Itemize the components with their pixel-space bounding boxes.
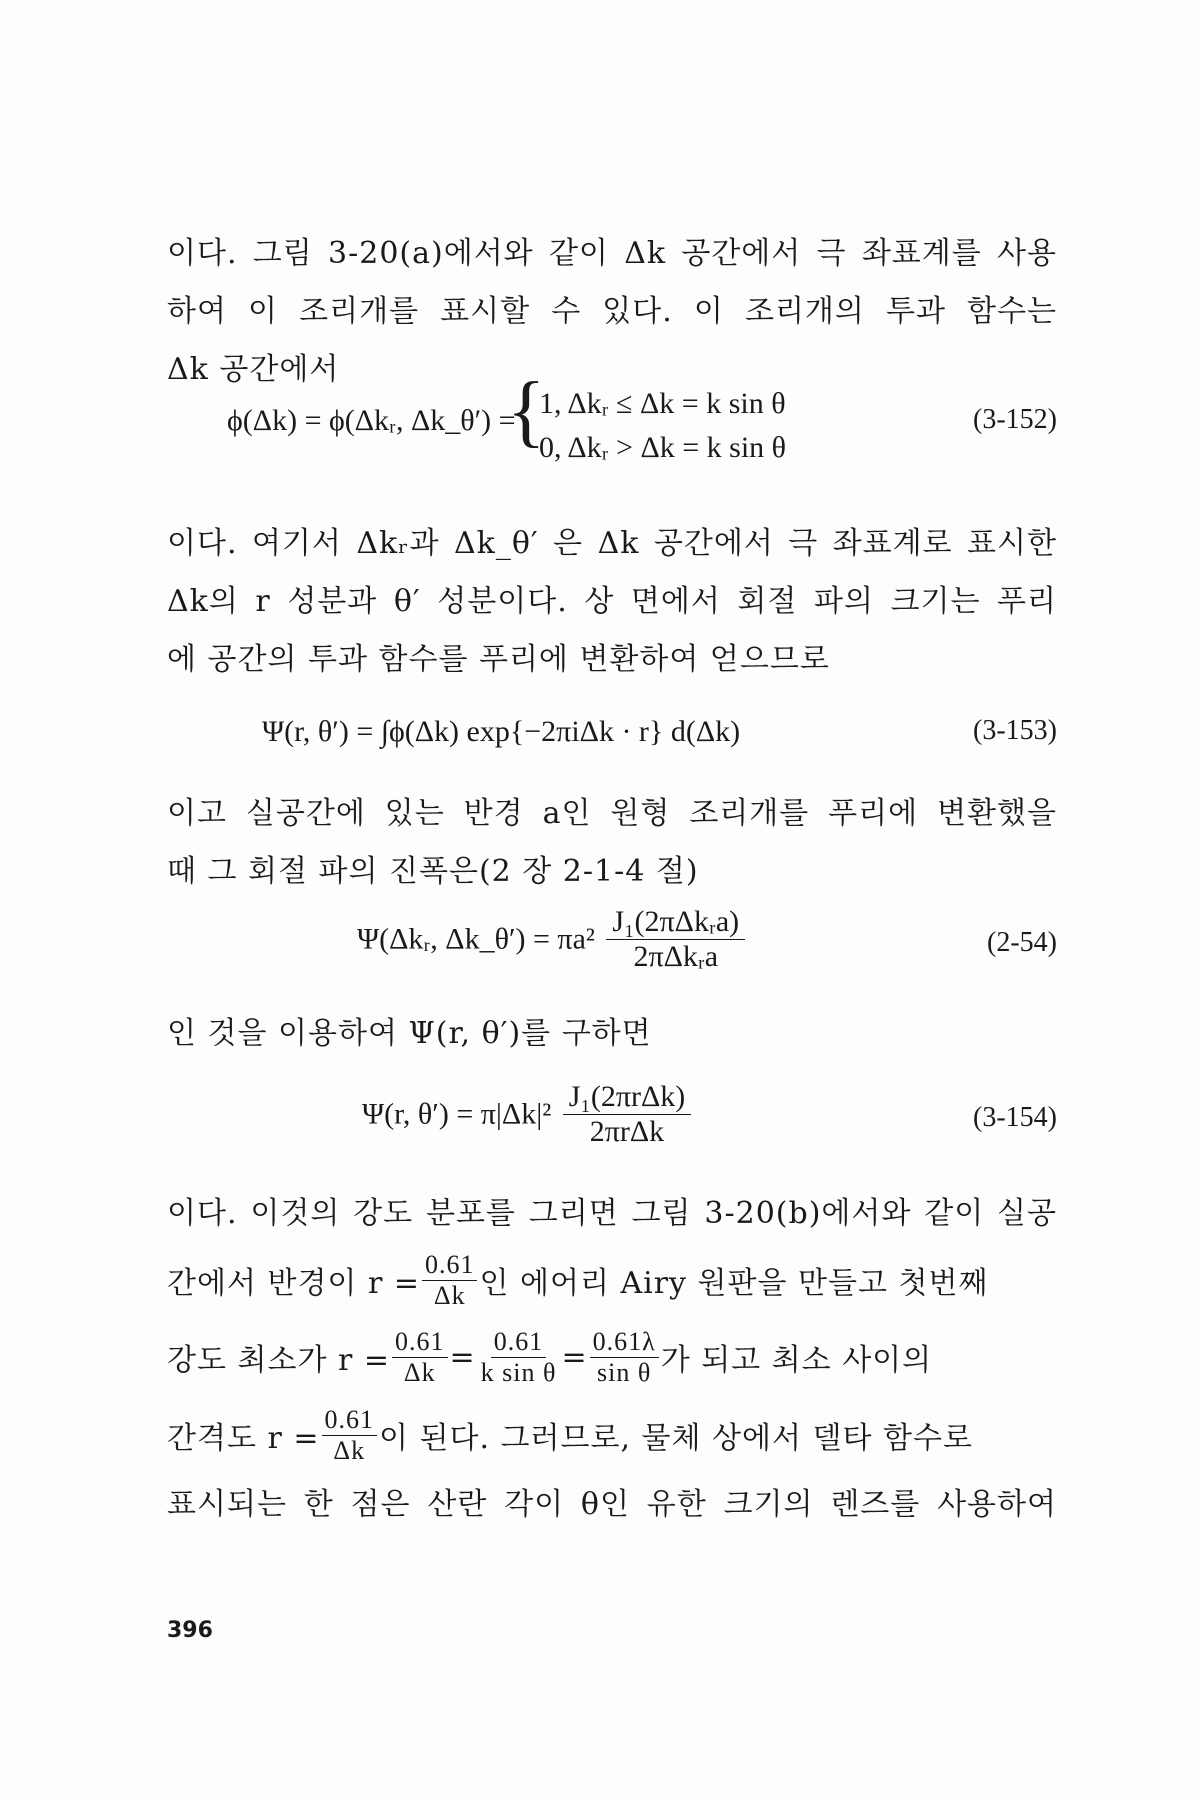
fraction-numerator: 0.61 xyxy=(422,1250,478,1281)
text-line: 에 공간의 투과 함수를 푸리에 변환하여 얻으므로 xyxy=(167,642,830,677)
text-line: 때 그 회절 파의 진폭은(2 장 2-1-4 절) xyxy=(167,854,699,889)
equation-3-153 xyxy=(167,705,1057,795)
inline-fraction xyxy=(322,1405,378,1466)
paragraph-2 xyxy=(167,515,1057,689)
equation-3-154 xyxy=(167,1080,1057,1170)
page-number: 396 xyxy=(167,1618,213,1643)
fraction-denominator: Δk xyxy=(433,1280,466,1310)
text-line: Δk 공간에서 xyxy=(167,352,340,387)
equation-number: (3-154) xyxy=(973,1102,1057,1133)
equation-2-54 xyxy=(167,905,1057,995)
fraction-numerator: J₁(2πΔkᵣa) xyxy=(606,905,745,940)
text-line-with-fraction xyxy=(167,1400,1057,1470)
fraction-numerator: 0.61λ xyxy=(590,1327,659,1358)
fraction xyxy=(563,1080,692,1149)
case-1: 1, Δkᵣ ≤ Δk = k sin θ xyxy=(539,387,786,420)
inline-fraction xyxy=(590,1327,659,1388)
text-line: 이다. 이것의 강도 분포를 그리면 그림 3-20(b)에서와 같이 실공 xyxy=(167,1196,1057,1231)
text-line-with-fraction xyxy=(167,1245,1057,1315)
text-line: 인 것을 이용하여 Ψ(r, θ′)를 구하면 xyxy=(167,1016,652,1051)
equation-cases xyxy=(539,382,786,470)
equals-sign: = xyxy=(449,1339,476,1375)
equation-number: (3-153) xyxy=(973,715,1057,746)
fraction-denominator: Δk xyxy=(333,1435,366,1465)
equation-number: (2-54) xyxy=(987,927,1057,958)
fraction-denominator: k sin θ xyxy=(480,1357,557,1387)
fraction-numerator: 0.61 xyxy=(392,1327,448,1358)
fraction-denominator: 2πΔkᵣa xyxy=(633,940,719,973)
text-segment: 가 되고 최소 사이의 xyxy=(660,1343,933,1378)
text-line: 이다. 여기서 Δkᵣ과 Δk_θ′ 은 Δk 공간에서 극 좌표계로 표시한 xyxy=(167,526,1057,561)
inline-fraction xyxy=(392,1327,448,1388)
equation-expression xyxy=(357,905,749,974)
text-segment: 강도 최소가 r = xyxy=(167,1343,390,1378)
text-line: 이다. 그림 3-20(a)에서와 같이 Δk 공간에서 극 좌표계를 사용 xyxy=(167,236,1057,271)
fraction-numerator: 0.61 xyxy=(491,1327,547,1358)
left-brace: { xyxy=(507,367,546,455)
inline-fraction xyxy=(422,1250,478,1311)
paragraph-1 xyxy=(167,225,1057,399)
equation-number: (3-152) xyxy=(973,404,1057,435)
paragraph-4 xyxy=(167,1005,1057,1063)
text-line: Δk의 r 성분과 θ′ 성분이다. 상 면에서 회절 파의 크기는 푸리 xyxy=(167,584,1057,619)
equation-lhs: ϕ(Δk) = ϕ(Δkᵣ, Δk_θ′) = xyxy=(227,404,516,437)
equation-body: Ψ(r, θ′) = ∫ϕ(Δk) exp{−2πiΔk · r} d(Δk) xyxy=(262,715,741,748)
equals-sign: = xyxy=(561,1339,588,1375)
text-segment: 이 된다. 그러므로, 물체 상에서 델타 함수로 xyxy=(379,1421,973,1456)
paragraph-5 xyxy=(167,1185,1057,1243)
fraction-numerator: 0.61 xyxy=(322,1405,378,1436)
paragraph-6-end xyxy=(167,1476,1057,1534)
equation-lhs: Ψ(r, θ′) = π|Δk|² xyxy=(362,1097,552,1131)
equation-expression xyxy=(362,1080,695,1149)
text-segment: 간에서 반경이 r = xyxy=(167,1266,420,1301)
text-line: 이고 실공간에 있는 반경 a인 원형 조리개를 푸리에 변환했을 xyxy=(167,796,1057,831)
paragraph-3 xyxy=(167,785,1057,901)
fraction-denominator: Δk xyxy=(403,1357,436,1387)
fraction xyxy=(606,905,745,974)
text-segment: 간격도 r = xyxy=(167,1421,320,1456)
inline-fraction xyxy=(478,1327,560,1388)
text-line: 표시되는 한 점은 산란 각이 θ인 유한 크기의 렌즈를 사용하여 xyxy=(167,1487,1057,1522)
fraction-denominator: 2πrΔk xyxy=(589,1115,665,1148)
fraction-numerator: J₁(2πrΔk) xyxy=(563,1080,692,1115)
text-segment: 인 에어리 Airy 원판을 만들고 첫번째 xyxy=(479,1266,989,1301)
text-line-with-fractions xyxy=(167,1322,1057,1392)
text-line: 하여 이 조리개를 표시할 수 있다. 이 조리개의 투과 함수는 xyxy=(167,294,1057,329)
case-2: 0, Δkᵣ > Δk = k sin θ xyxy=(539,431,787,464)
equation-lhs: Ψ(Δkᵣ, Δk_θ′) = πa² xyxy=(357,922,595,956)
fraction-denominator: sin θ xyxy=(596,1357,652,1387)
